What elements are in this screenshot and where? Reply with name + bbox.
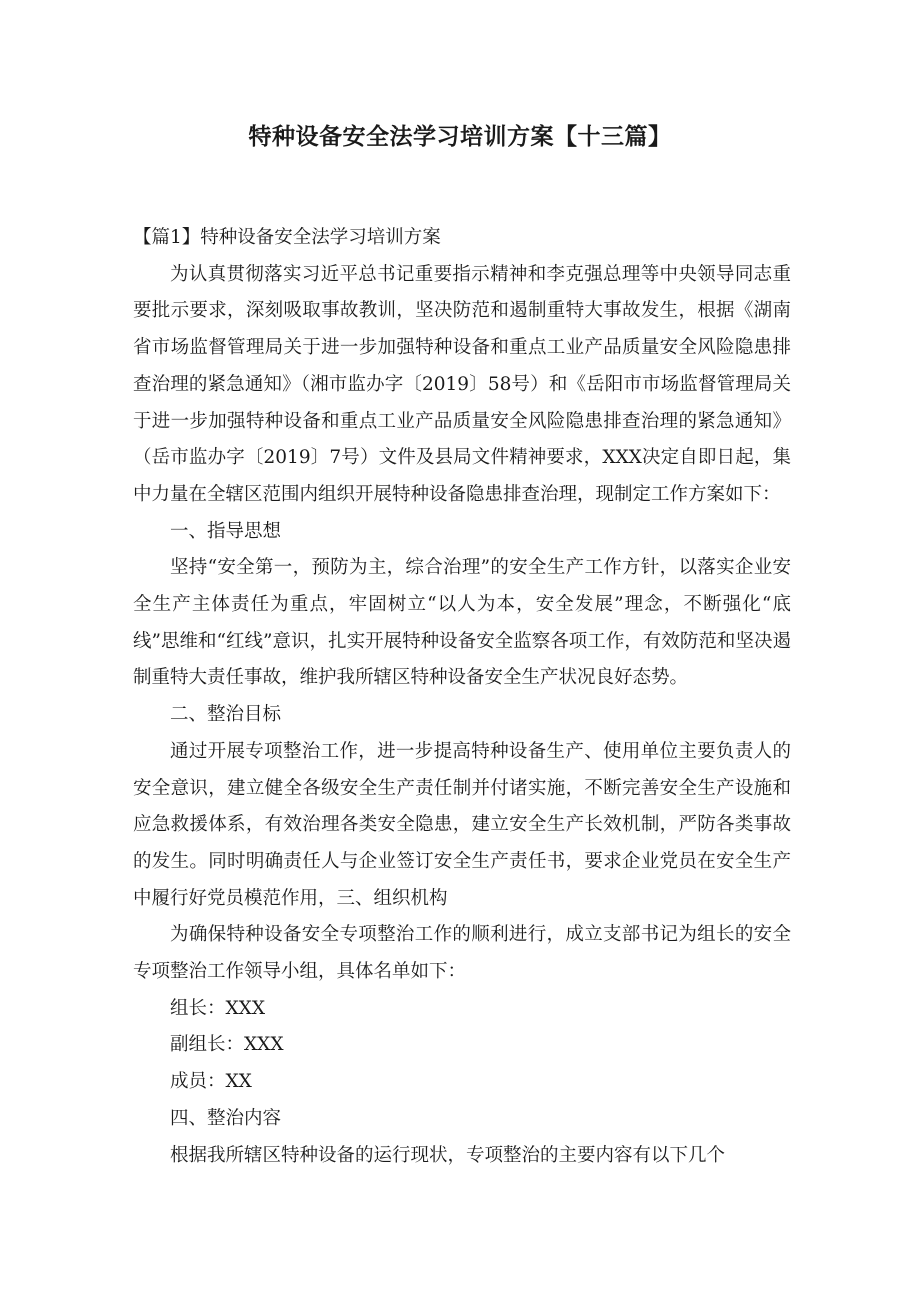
deputy-leader-line: 副组长：XXX [170,1034,284,1056]
document-title: 特种设备安全法学习培训方案【十三篇】 [248,124,672,150]
heading-content: 四、整治内容 [170,1107,282,1129]
members-line: 成员：XX [170,1071,252,1093]
paragraph-goals: 通过开展专项整治工作，进一步提高特种设备生产、使用单位主要负责人的安全意识，建立健全各级安全生产责任制并付诸实施，不断完善安全生产设施和应急救援体系，有效治理各类安全隐患，建立安全生产长效机制，严防各类事故的发生。同时明确责任人与企业签订安全生产责任书，要求企业党员在安全生产中履行好党员模范作用，三、组织机构 [133,740,791,909]
heading-guiding-ideology: 一、指导思想 [170,520,282,542]
leader-line: 组长：XXX [170,997,266,1019]
document-body [133,220,791,1174]
paragraph-content: 根据我所辖区特种设备的运行现状，专项整治的主要内容有以下几个 [170,1144,726,1166]
section-heading: 【篇1】特种设备安全法学习培训方案 [133,227,441,248]
intro-paragraph: 为认真贯彻落实习近平总书记重要指示精神和李克强总理等中央领导同志重要批示要求，深刻吸取事故教训，坚决防范和遏制重特大事故发生，根据《湖南省市场监督管理局关于进一步加强特种设备和重点工业产品质量安全风险隐患排查治理的紧急通知》（湘市监办字〔2019〕58号）和《岳阳市市场监督管理局关于进一步加强特种设备和重点工业产品质量安全风险隐患排查治理的紧急通知》（岳市监办字〔2019〕7号）文件及县局文件精神要求，XXX决定自即日起，集中力量在全辖区范围内组织开展特种设备隐患排查治理，现制定工作方案如下： [133,263,791,505]
heading-goals: 二、整治目标 [170,704,282,726]
paragraph-guiding-ideology: 坚持“安全第一，预防为主，综合治理”的安全生产工作方针，以落实企业安全生产主体责任为重点，牢固树立“以人为本，安全发展”理念，不断强化“底线”思维和“红线”意识，扎实开展特种设备安全监察各项工作，有效防范和坚决遏制重特大责任事故，维护我所辖区特种设备安全生产状况良好态势。 [133,557,791,689]
paragraph-organization: 为确保特种设备安全专项整治工作的顺利进行，成立支部书记为组长的安全专项整治工作领导小组，具体名单如下： [133,924,791,983]
